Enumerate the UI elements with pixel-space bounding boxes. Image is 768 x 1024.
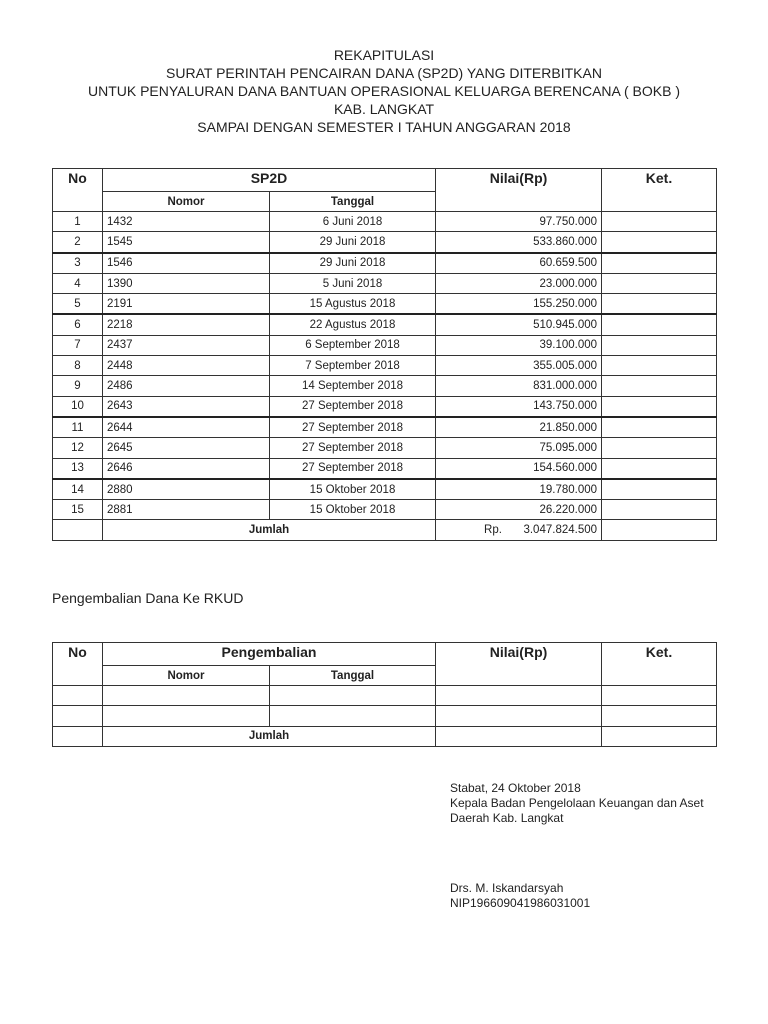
- cell-no: 13: [53, 458, 103, 479]
- cell-nilai: 831.000.000: [436, 376, 602, 396]
- place-date: Stabat, 24 Oktober 2018: [450, 781, 581, 795]
- cell-no: 12: [53, 438, 103, 458]
- table-row: [53, 417, 717, 438]
- title-line: SAMPAI DENGAN SEMESTER I TAHUN ANGGARAN 2018: [197, 119, 571, 135]
- cell-ket: [602, 438, 717, 458]
- cell-nomor: 2218: [103, 314, 270, 335]
- cell-nomor: 2644: [103, 417, 270, 438]
- cell-nomor: 2448: [103, 356, 270, 376]
- table-row: [53, 686, 717, 706]
- table-row: [53, 706, 717, 726]
- cell-nomor: 2880: [103, 479, 270, 500]
- header-no: No: [53, 643, 103, 686]
- header-nilai: Nilai(Rp): [436, 169, 602, 212]
- cell-nilai: 75.095.000: [436, 438, 602, 458]
- table-row: [53, 396, 717, 417]
- cell-ket: [602, 500, 717, 520]
- cell-nomor: 2437: [103, 335, 270, 355]
- cell-ket: [602, 212, 717, 232]
- cell-tanggal: 29 Juni 2018: [270, 253, 436, 274]
- cell-nilai: 143.750.000: [436, 396, 602, 417]
- cell-tanggal: 27 September 2018: [270, 438, 436, 458]
- cell-no: 2: [53, 232, 103, 253]
- cell-ket: [602, 253, 717, 274]
- title-line: KAB. LANGKAT: [333, 101, 435, 117]
- cell-no: 6: [53, 314, 103, 335]
- total-ket: [602, 520, 717, 540]
- position-line: Kepala Badan Pengelolaan Keuangan dan Aset: [450, 796, 704, 810]
- table-row: [53, 314, 717, 335]
- cell-no: 15: [53, 500, 103, 520]
- header-ket: Ket.: [602, 643, 717, 686]
- cell-no: 4: [53, 273, 103, 293]
- position-line: Daerah Kab. Langkat: [450, 811, 564, 825]
- total-value: 3.047.824.500: [523, 524, 598, 537]
- cell-no: 11: [53, 417, 103, 438]
- cell-tanggal: 27 September 2018: [270, 417, 436, 438]
- header-tanggal: Tanggal: [270, 666, 436, 686]
- title-line: UNTUK PENYALURAN DANA BANTUAN OPERASIONAL KELUARGA BERENCANA ( BOKB ): [87, 83, 681, 99]
- cell-nilai: 154.560.000: [436, 458, 602, 479]
- table-row: [53, 253, 717, 274]
- cell-ket: [602, 335, 717, 355]
- cell-ket: [602, 396, 717, 417]
- cell-nilai: 60.659.500: [436, 253, 602, 274]
- total-label: Jumlah: [103, 520, 436, 540]
- cell-nilai: 21.850.000: [436, 417, 602, 438]
- cell-no: 8: [53, 356, 103, 376]
- cell-tanggal: 15 Agustus 2018: [270, 294, 436, 315]
- cell-ket: [602, 314, 717, 335]
- cell-nomor: 1432: [103, 212, 270, 232]
- cell-nomor: 1545: [103, 232, 270, 253]
- total-blank: [53, 520, 103, 540]
- table-row: [53, 458, 717, 479]
- title-line: REKAPITULASI: [333, 47, 435, 63]
- cell-ket: [602, 376, 717, 396]
- table-row: [53, 232, 717, 253]
- cell-nilai: 23.000.000: [436, 273, 602, 293]
- cell-no: 5: [53, 294, 103, 315]
- header-nilai: Nilai(Rp): [436, 643, 602, 686]
- cell-ket: [602, 458, 717, 479]
- total-ket: [602, 726, 717, 746]
- cell-tanggal: 15 Oktober 2018: [270, 500, 436, 520]
- cell-tanggal: 7 September 2018: [270, 356, 436, 376]
- cell-ket: [602, 273, 717, 293]
- document-title: [0, 46, 768, 136]
- cell-ket: [602, 417, 717, 438]
- cell-nilai: 39.100.000: [436, 335, 602, 355]
- cell-ket: [602, 479, 717, 500]
- header-pengembalian: Pengembalian: [103, 643, 436, 666]
- signatory-name: Drs. M. Iskandarsyah: [450, 881, 564, 895]
- cell-nomor: 2646: [103, 458, 270, 479]
- cell-nomor: 2486: [103, 376, 270, 396]
- pengembalian-table: [52, 642, 717, 747]
- cell-nomor: 2645: [103, 438, 270, 458]
- cell-nilai: 533.860.000: [436, 232, 602, 253]
- cell-tanggal: 6 Juni 2018: [270, 212, 436, 232]
- cell-nomor: 2881: [103, 500, 270, 520]
- cell-tanggal: 5 Juni 2018: [270, 273, 436, 293]
- table-row: [53, 376, 717, 396]
- cell-tanggal: 14 September 2018: [270, 376, 436, 396]
- signatory: [450, 881, 590, 911]
- total-value-cell: [436, 520, 602, 540]
- table-row: [53, 273, 717, 293]
- cell-ket: [602, 294, 717, 315]
- table-row: [53, 479, 717, 500]
- cell-no: 7: [53, 335, 103, 355]
- header-nomor: Nomor: [103, 666, 270, 686]
- cell-tanggal: 22 Agustus 2018: [270, 314, 436, 335]
- cell-nomor: 2191: [103, 294, 270, 315]
- section-title: Pengembalian Dana Ke RKUD: [52, 590, 244, 606]
- table-row: [53, 212, 717, 232]
- cell-tanggal: 27 September 2018: [270, 396, 436, 417]
- cell-nomor: 1546: [103, 253, 270, 274]
- total-value-cell: [436, 726, 602, 746]
- total-label: Jumlah: [103, 726, 436, 746]
- cell-tanggal: 6 September 2018: [270, 335, 436, 355]
- table-row: [53, 438, 717, 458]
- cell-no: 9: [53, 376, 103, 396]
- table-row: [53, 294, 717, 315]
- cell-nilai: 510.945.000: [436, 314, 602, 335]
- cell-ket: [602, 356, 717, 376]
- total-currency: Rp.: [484, 524, 502, 537]
- table-row: [53, 335, 717, 355]
- header-nomor: Nomor: [103, 192, 270, 212]
- title-line: SURAT PERINTAH PENCAIRAN DANA (SP2D) YANG DITERBITKAN: [166, 65, 602, 81]
- header-no: No: [53, 169, 103, 212]
- cell-nomor: 1390: [103, 273, 270, 293]
- cell-no: 3: [53, 253, 103, 274]
- cell-no: 10: [53, 396, 103, 417]
- cell-tanggal: 27 September 2018: [270, 458, 436, 479]
- table-row: [53, 500, 717, 520]
- header-ket: Ket.: [602, 169, 717, 212]
- cell-nilai: 155.250.000: [436, 294, 602, 315]
- table-row: [53, 356, 717, 376]
- cell-nilai: 19.780.000: [436, 479, 602, 500]
- cell-tanggal: 15 Oktober 2018: [270, 479, 436, 500]
- cell-nilai: 355.005.000: [436, 356, 602, 376]
- cell-nomor: 2643: [103, 396, 270, 417]
- sp2d-table: [52, 168, 717, 541]
- cell-no: 1: [53, 212, 103, 232]
- cell-ket: [602, 232, 717, 253]
- total-blank: [53, 726, 103, 746]
- cell-no: 14: [53, 479, 103, 500]
- cell-tanggal: 29 Juni 2018: [270, 232, 436, 253]
- header-sp2d: SP2D: [103, 169, 436, 192]
- cell-nilai: 26.220.000: [436, 500, 602, 520]
- cell-nilai: 97.750.000: [436, 212, 602, 232]
- header-tanggal: Tanggal: [270, 192, 436, 212]
- signature-block: [450, 781, 704, 826]
- signatory-nip: NIP196609041986031001: [450, 896, 591, 910]
